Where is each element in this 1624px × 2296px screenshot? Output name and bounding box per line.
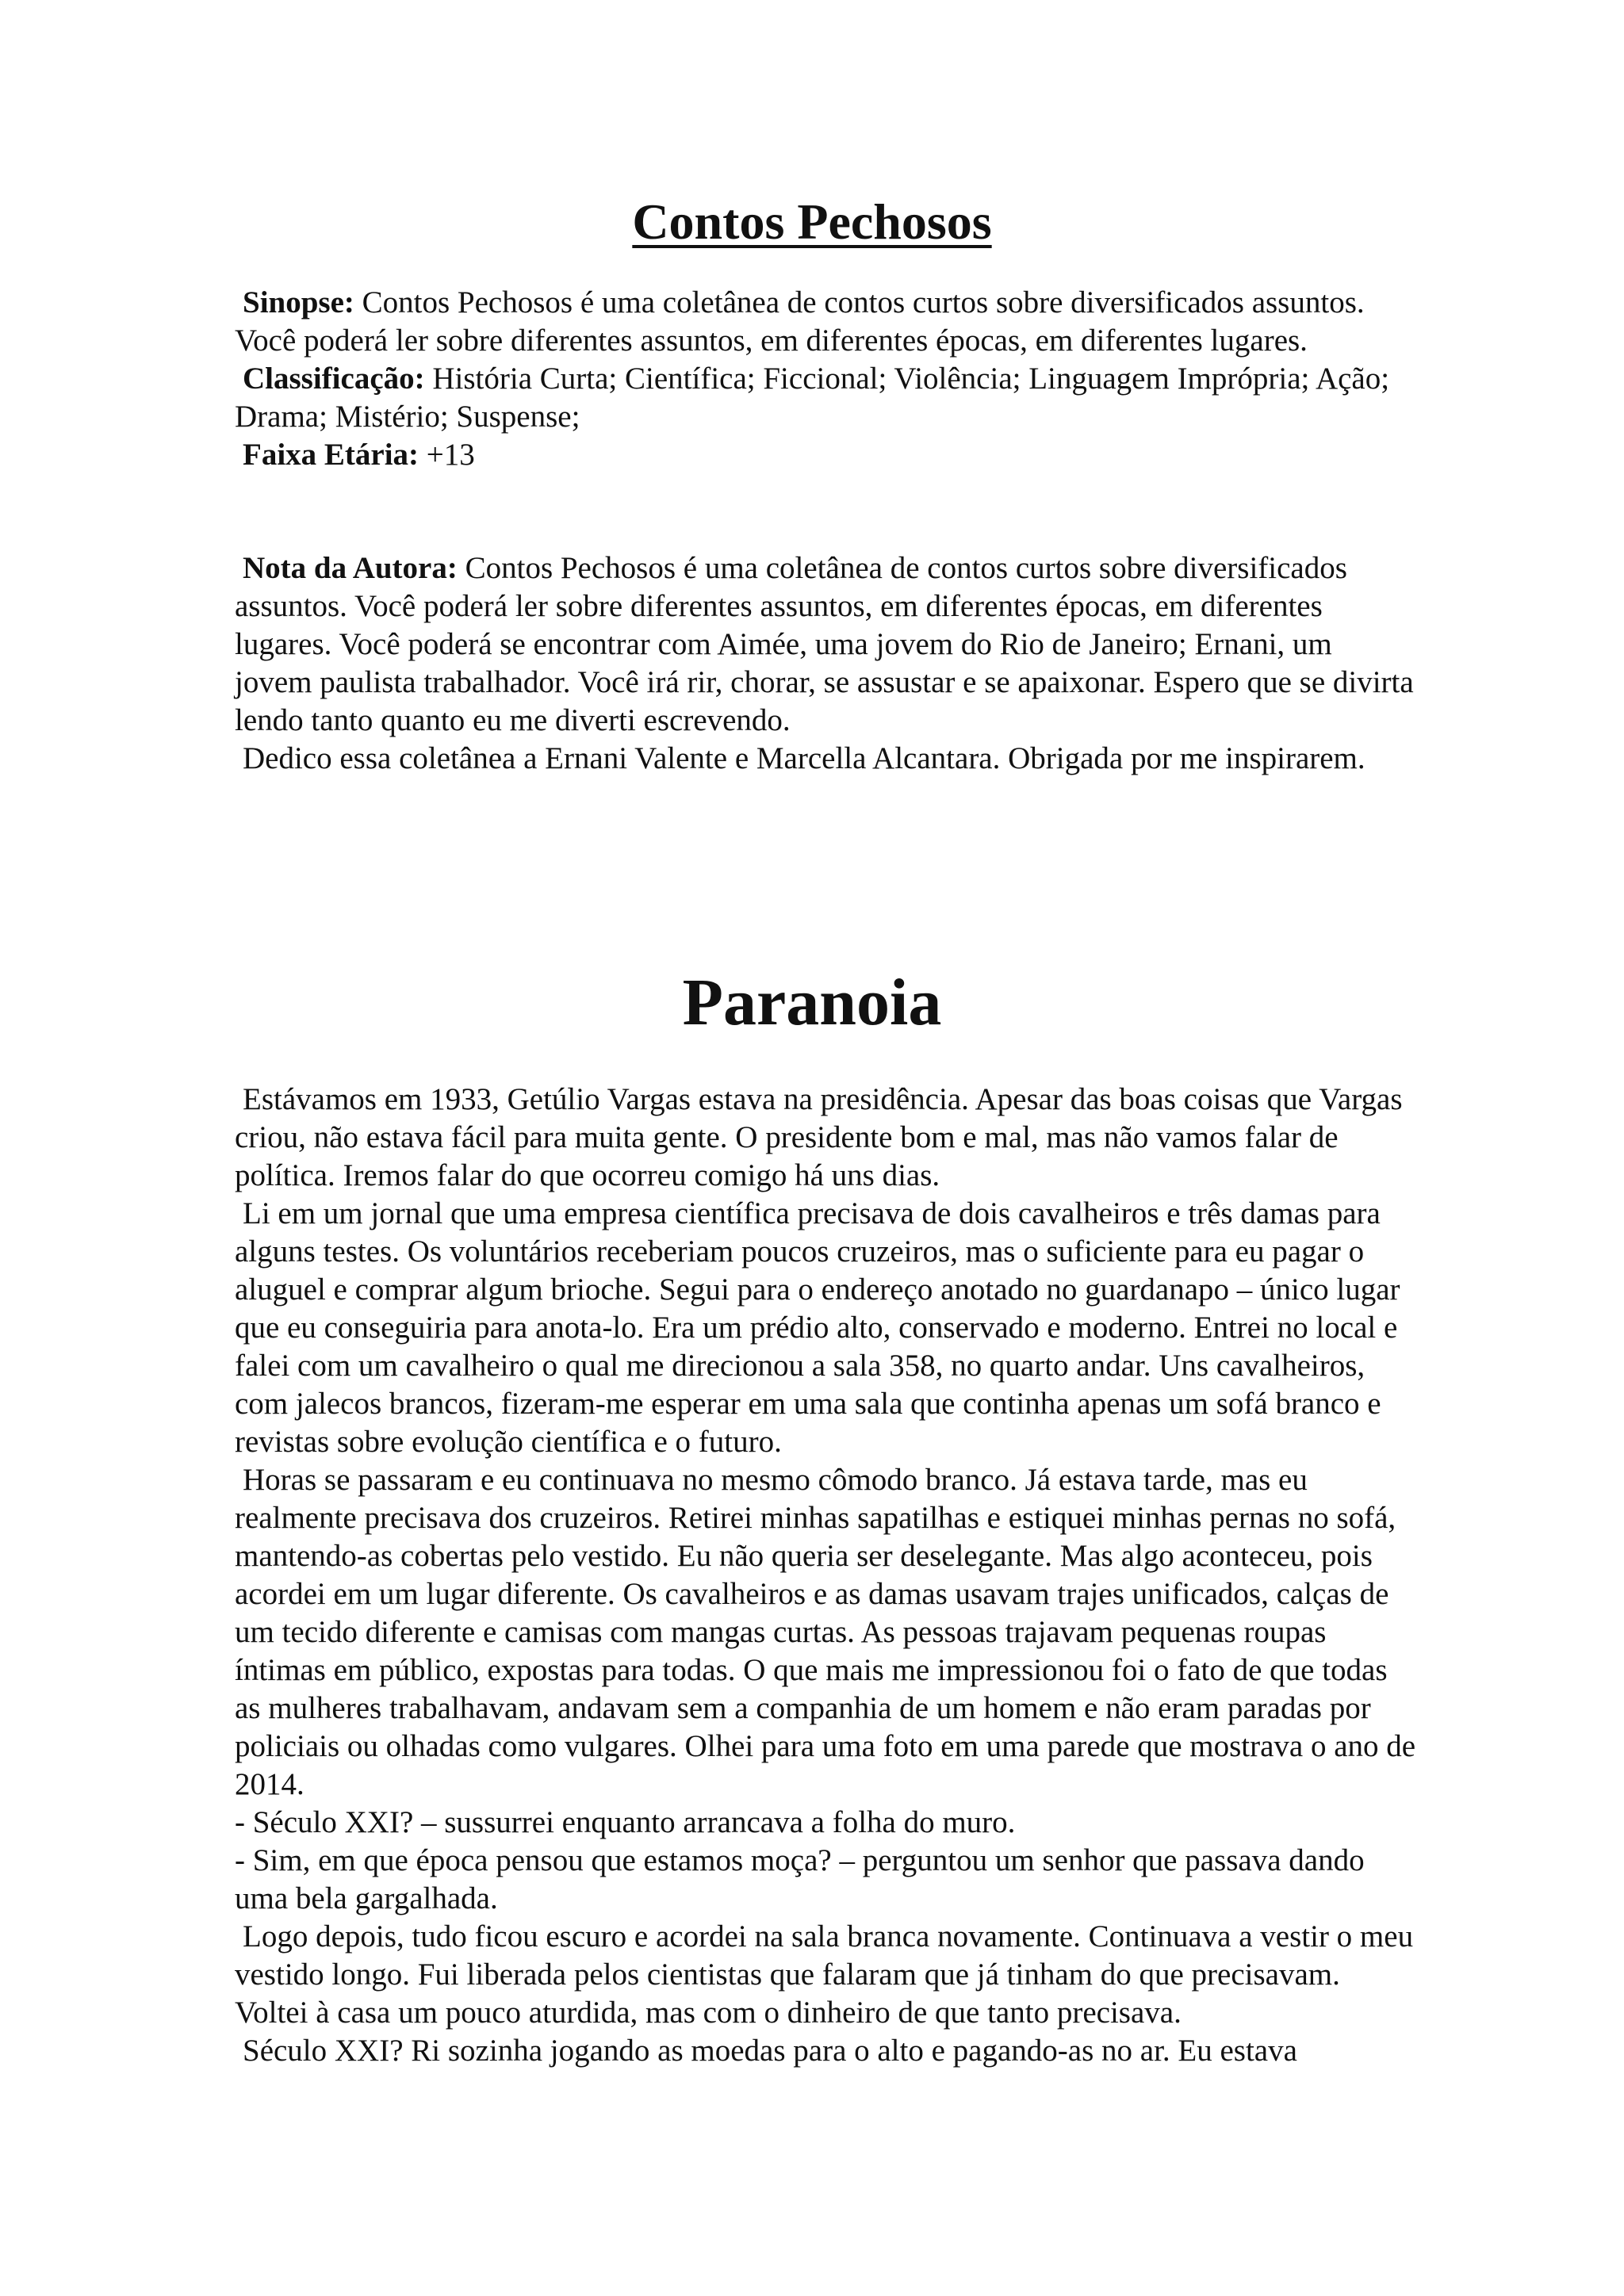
story-title: Paranoia (682, 966, 942, 1039)
author-note-section (235, 549, 1416, 778)
dedication-paragraph: Dedico essa coletânea a Ernani Valente e Marcella Alcantara. Obrigada por me inspirarem. (243, 741, 1365, 775)
synopsis-paragraph (235, 284, 1416, 360)
synopsis-text: Contos Pechosos é uma coletânea de contos curtos sobre diversificados assuntos. Você poderá ler sobre diferentes assuntos, em diferentes épocas, em diferentes lugares. (235, 285, 1365, 358)
document-title: Contos Pechosos (632, 193, 992, 250)
classification-text: História Curta; Científica; Ficcional; Violência; Linguagem Imprópria; Ação; Drama; Mistério; Suspense; (235, 362, 1390, 434)
classification-label: Classificação: (243, 362, 425, 396)
author-note-text: Contos Pechosos é uma coletânea de contos curtos sobre diversificados assuntos. Você poderá ler sobre diferentes assuntos, em diferentes épocas, em diferentes lugares. Você poderá se encontrar com Aimée, uma jovem do Rio de Janeiro; Ernani, um jovem paulista trabalhador. Você irá rir, chorar, se assustar e se apaixonar. Espero que se divirta lendo tanto quanto eu me diverti escrevendo. (235, 551, 1414, 737)
story-paragraph-1: Estávamos em 1933, Getúlio Vargas estava na presidência. Apesar das boas coisas que Vargas criou, não estava fácil para muita gente. O presidente bom e mal, mas não vamos falar de política. Iremos falar do que ocorreu comigo há uns dias. (235, 1082, 1403, 1192)
classification-paragraph (235, 360, 1416, 436)
age-rating-paragraph (235, 436, 1416, 474)
story-dialogue-1: - Século XXI? – sussurrei enquanto arrancava a folha do muro. (235, 1805, 1016, 1839)
story-body (235, 1081, 1416, 2070)
story-dialogue-2: - Sim, em que época pensou que estamos moça? – perguntou um senhor que passava dando uma bela gargalhada. (235, 1843, 1365, 1915)
metadata-section (235, 284, 1416, 474)
story-paragraph-4: Logo depois, tudo ficou escuro e acordei na sala branca novamente. Continuava a vestir o meu vestido longo. Fui liberada pelos cientistas que falaram que já tinham do que precisavam. Voltei à casa um pouco aturdida, mas com o dinheiro de que tanto precisava. (235, 1919, 1414, 2030)
story-paragraph-2: Li em um jornal que uma empresa científica precisava de dois cavalheiros e três damas para alguns testes. Os voluntários receberiam poucos cruzeiros, mas o suficiente para eu pagar o aluguel e comprar algum brioche. Segui para o endereço anotado no guardanapo – único lugar que eu conseguiria para anota-lo. Era um prédio alto, conservado e moderno. Entrei no local e falei com um cavalheiro o qual me direcionou a sala 358, no quarto andar. Uns cavalheiros, com jalecos brancos, fizeram-me esperar em uma sala que continha apenas um sofá branco e revistas sobre evolução científica e o futuro. (235, 1196, 1400, 1459)
author-note-paragraph (235, 549, 1416, 740)
story-paragraph-5: Século XXI? Ri sozinha jogando as moedas para o alto e pagando-as no ar. Eu estava (243, 2034, 1297, 2068)
author-note-label: Nota da Autora: (243, 551, 458, 585)
synopsis-label: Sinopse: (243, 285, 354, 320)
age-rating-text: +13 (426, 438, 475, 472)
age-rating-label: Faixa Etária: (243, 438, 419, 472)
story-paragraph-3: Horas se passaram e eu continuava no mesmo cômodo branco. Já estava tarde, mas eu realmente precisava dos cruzeiros. Retirei minhas sapatilhas e estiquei minhas pernas no sofá, mantendo-as cobertas pelo vestido. Eu não queria ser deselegante. Mas algo aconteceu, pois acordei em um lugar diferente. Os cavalheiros e as damas usavam trajes unificados, calças de um tecido diferente e camisas com mangas curtas. As pessoas trajavam pequenas roupas íntimas em público, expostas para todas. O que mais me impressionou foi o fato de que todas as mulheres trabalhavam, andavam sem a companhia de um homem e não eram paradas por policiais ou olhadas como vulgares. Olhei para uma foto em uma parede que mostrava o ano de 2014. (235, 1463, 1416, 1801)
